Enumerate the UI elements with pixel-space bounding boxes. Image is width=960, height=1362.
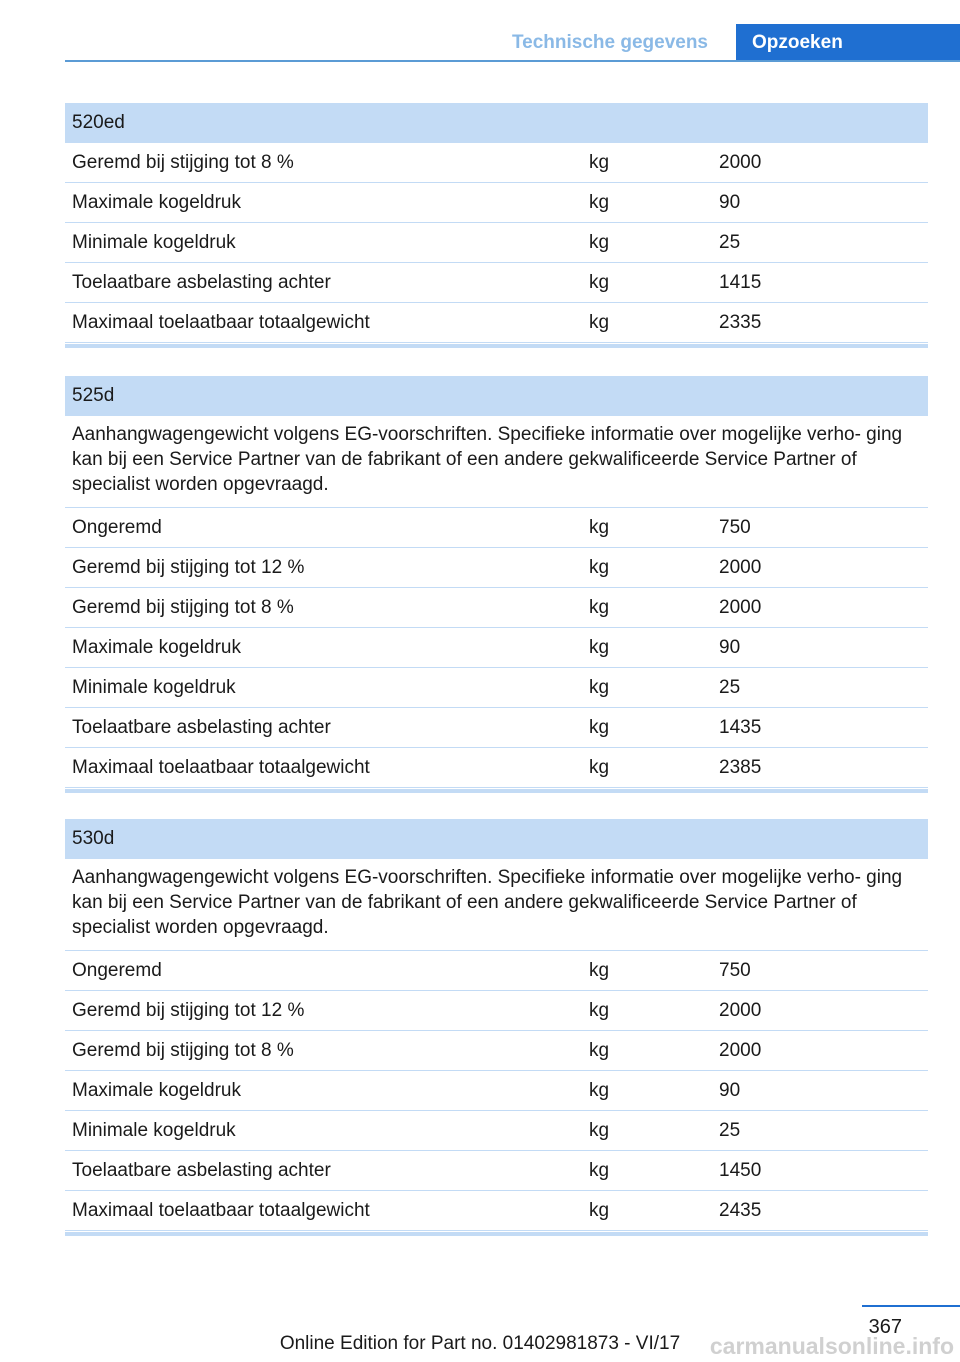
- row-value: 90: [719, 1080, 741, 1101]
- footer-edition: Online Edition for Part no. 01402981873 - VI/17: [279, 1333, 681, 1354]
- row-label: Maximaal toelaatbaar totaalgewicht: [72, 312, 370, 333]
- row-value: 2335: [719, 312, 762, 333]
- table-row: [65, 143, 928, 183]
- row-unit: kg: [589, 192, 610, 213]
- row-value: 1450: [719, 1160, 762, 1181]
- page-number-rule: [862, 1305, 960, 1307]
- table-row: [65, 991, 928, 1031]
- row-unit: kg: [589, 272, 610, 293]
- row-unit: kg: [589, 597, 610, 618]
- row-label: Minimale kogeldruk: [72, 677, 236, 698]
- row-value: 90: [719, 192, 741, 213]
- row-value: 1435: [719, 717, 762, 738]
- table-row: [65, 263, 928, 303]
- watermark: carmanualsonline.info: [709, 1333, 954, 1359]
- table-row: [65, 1031, 928, 1071]
- table-row: [65, 1151, 928, 1191]
- table-title: 525d: [65, 376, 928, 416]
- row-label: Maximale kogeldruk: [72, 637, 241, 658]
- row-label: Maximaal toelaatbaar totaalgewicht: [72, 1200, 370, 1221]
- row-label: Geremd bij stijging tot 12 %: [72, 557, 305, 578]
- row-unit: kg: [589, 557, 610, 578]
- table-end-rule: [65, 344, 928, 348]
- row-label: Geremd bij stijging tot 12 %: [72, 1000, 305, 1021]
- row-unit: kg: [589, 960, 610, 981]
- table-row: [65, 748, 928, 788]
- row-label: Toelaatbare asbelasting achter: [72, 717, 331, 738]
- header-rule: [65, 60, 960, 62]
- row-unit: kg: [589, 1080, 610, 1101]
- table-row: [65, 223, 928, 263]
- row-value: 2000: [719, 557, 762, 578]
- table-row: [65, 303, 928, 343]
- table-row: [65, 183, 928, 223]
- spec-table-525d: [65, 376, 928, 793]
- table-row: [65, 628, 928, 668]
- row-unit: kg: [589, 757, 610, 778]
- row-value: 1415: [719, 272, 762, 293]
- row-label: Maximale kogeldruk: [72, 1080, 241, 1101]
- row-value: 25: [719, 232, 741, 253]
- row-label: Ongeremd: [72, 960, 162, 981]
- row-unit: kg: [589, 677, 610, 698]
- row-label: Ongeremd: [72, 517, 162, 538]
- row-label: Toelaatbare asbelasting achter: [72, 272, 331, 293]
- row-label: Geremd bij stijging tot 8 %: [72, 152, 294, 173]
- table-row: [65, 668, 928, 708]
- table-end-rule: [65, 1232, 928, 1236]
- table-row: [65, 1111, 928, 1151]
- row-label: Geremd bij stijging tot 8 %: [72, 597, 294, 618]
- table-end-rule: [65, 789, 928, 793]
- table-title: 520ed: [65, 103, 928, 143]
- table-note: Aanhangwagengewicht volgens EG-voorschriften. Specifieke informatie over mogelijke verho- ging kan bij een Service Partner van de fabrikant of een andere gekwalificeerde Service Partner of specialist worden opgevraagd.: [65, 416, 928, 508]
- row-value: 750: [719, 517, 751, 538]
- row-label: Toelaatbare asbelasting achter: [72, 1160, 331, 1181]
- row-label: Minimale kogeldruk: [72, 232, 236, 253]
- row-unit: kg: [589, 517, 610, 538]
- table-row: [65, 1071, 928, 1111]
- table-title: 530d: [65, 819, 928, 859]
- row-unit: kg: [589, 637, 610, 658]
- table-row: [65, 548, 928, 588]
- row-unit: kg: [589, 152, 610, 173]
- row-unit: kg: [589, 312, 610, 333]
- row-value: 2435: [719, 1200, 762, 1221]
- row-value: 750: [719, 960, 751, 981]
- row-label: Maximale kogeldruk: [72, 192, 241, 213]
- row-value: 25: [719, 677, 741, 698]
- table-row: [65, 588, 928, 628]
- row-unit: kg: [589, 1160, 610, 1181]
- row-label: Geremd bij stijging tot 8 %: [72, 1040, 294, 1061]
- table-row: [65, 508, 928, 548]
- row-unit: kg: [589, 1120, 610, 1141]
- page-number: 367: [868, 1316, 902, 1338]
- table-row: [65, 708, 928, 748]
- row-value: 90: [719, 637, 741, 658]
- row-unit: kg: [589, 1200, 610, 1221]
- row-value: 2385: [719, 757, 762, 778]
- row-value: 2000: [719, 152, 762, 173]
- row-label: Minimale kogeldruk: [72, 1120, 236, 1141]
- row-unit: kg: [589, 1040, 610, 1061]
- page-header: [0, 24, 960, 62]
- spec-table-520ed: [65, 103, 928, 348]
- table-row: [65, 1191, 928, 1231]
- row-value: 2000: [719, 597, 762, 618]
- spec-table-530d: [65, 819, 928, 1236]
- header-section-title[interactable]: Technische gegevens: [511, 32, 708, 53]
- row-label: Maximaal toelaatbaar totaalgewicht: [72, 757, 370, 778]
- row-unit: kg: [589, 717, 610, 738]
- row-value: 25: [719, 1120, 741, 1141]
- table-note: Aanhangwagengewicht volgens EG-voorschriften. Specifieke informatie over mogelijke verho- ging kan bij een Service Partner van de fabrikant of een andere gekwalificeerde Service Partner of specialist worden opgevraagd.: [65, 859, 928, 951]
- row-value: 2000: [719, 1000, 762, 1021]
- header-tab-opzoeken[interactable]: Opzoeken: [736, 24, 960, 62]
- row-value: 2000: [719, 1040, 762, 1061]
- table-row: [65, 951, 928, 991]
- row-unit: kg: [589, 232, 610, 253]
- row-unit: kg: [589, 1000, 610, 1021]
